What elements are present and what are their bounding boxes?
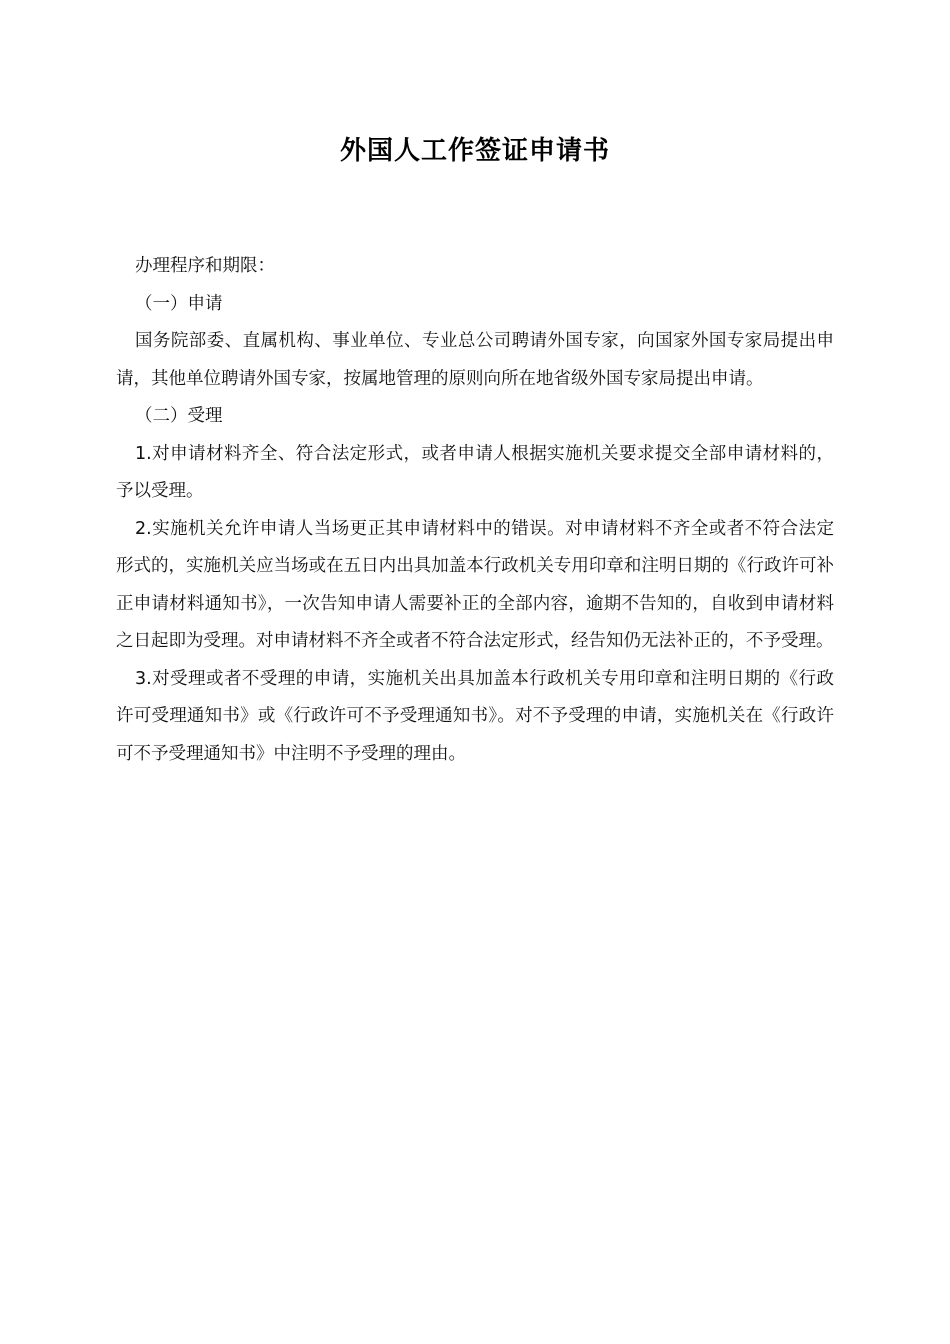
- document-title: 外国人工作签证申请书: [339, 136, 610, 166]
- application-paragraph: 国务院部委、直属机构、事业单位、专业总公司聘请外国专家，向国家外国专家局提出申请，其他单位聘请外国专家，按属地管理的原则向所在地省级外国专家局提出申请。: [116, 331, 834, 389]
- section-application-heading: （一）申请: [135, 293, 223, 314]
- acceptance-item-3: 3.对受理或者不受理的申请，实施机关出具加盖本行政机关专用印章和注明日期的《行政许可受理通知书》或《行政许可不予受理通知书》。对不予受理的申请，实施机关在《行政许可不予受理通知书》中注明不予受理的理由。: [116, 668, 834, 764]
- document-body: [116, 248, 834, 773]
- acceptance-item-1: 1.对申请材料齐全、符合法定形式，或者申请人根据实施机关要求提交全部申请材料的，予以受理。: [116, 443, 834, 501]
- acceptance-item-2: 2.实施机关允许申请人当场更正其申请材料中的错误。对申请材料不齐全或者不符合法定形式的，实施机关应当场或在五日内出具加盖本行政机关专用印章和注明日期的《行政许可补正申请材料通知书》，一次告知申请人需要补正的全部内容，逾期不告知的，自收到申请材料之日起即为受理。对申请材料不齐全或者不符合法定形式，经告知仍无法补正的，不予受理。: [116, 518, 834, 651]
- procedure-heading: 办理程序和期限：: [135, 256, 275, 276]
- section-acceptance-heading: （二）受理: [135, 406, 223, 426]
